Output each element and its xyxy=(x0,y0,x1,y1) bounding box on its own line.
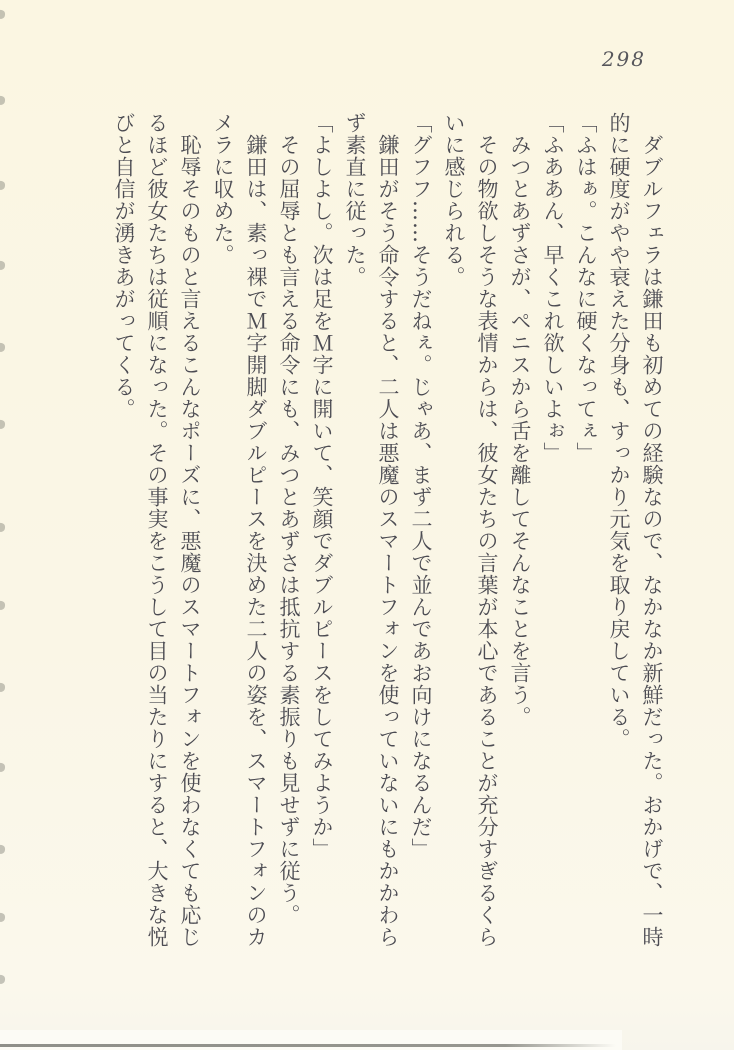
binding-hole-mark xyxy=(0,343,5,353)
binding-hole-mark xyxy=(0,845,5,855)
page-text xyxy=(107,112,668,950)
binding-hole-mark xyxy=(0,96,5,106)
binding-hole-mark xyxy=(0,181,5,191)
paragraph: 「ふはぁ。こんなに硬くなってぇ」 xyxy=(574,112,598,464)
paragraph: その物欲しそうな表情からは、彼女たちの言葉が本心であることが充分すぎるくらいに感じられる。 xyxy=(442,112,499,948)
page-bottom-scan-shade xyxy=(0,1030,622,1050)
binding-hole-mark xyxy=(0,913,5,923)
page-number: 298 xyxy=(601,47,646,71)
paragraph: ダブルフェラは鎌田も初めての経験なので、なかなか新鮮だった。おかげで、一時的に硬度がやや衰えた分身も、すっかり元気を取り戻している。 xyxy=(607,112,664,948)
paragraph: 「グフフ……そうだねぇ。じゃあ、まず二人で並んであお向けになるんだ」 xyxy=(409,112,433,860)
binding-hole-mark xyxy=(0,763,5,773)
paragraph: 鎌田がそう命令すると、二人は悪魔のスマートフォンを使っていないにもかかわらず素直に従った。 xyxy=(343,112,400,948)
paragraph: その屈辱とも言える命令にも、みつとあずさは抵抗する素振りも見せずに従う。 xyxy=(277,134,301,926)
binding-hole-mark xyxy=(0,420,5,430)
paragraph: 恥辱そのものと言えるこんなポーズに、悪魔のスマートフォンを使わなくても応じるほど彼女たちは従順になった。その事実をこうして目の当たりにすると、大きな悦びと自信が湧きあがってくる。 xyxy=(112,112,202,948)
binding-hole-mark xyxy=(0,683,5,693)
paragraph: 「よしよし。次は足をＭ字に開いて、笑顔でダブルピースをしてみようか」 xyxy=(310,112,334,860)
paragraph: 「ふああん、早くこれ欲しいよぉ」 xyxy=(541,112,565,464)
binding-hole-mark xyxy=(0,523,5,533)
paragraph: 鎌田は、素っ裸でＭ字開脚ダブルピースを決めた二人の姿を、スマートフォンのカメラに収めた。 xyxy=(211,112,268,948)
binding-hole-mark xyxy=(0,261,5,271)
binding-hole-mark xyxy=(0,975,5,985)
page-bottom-edge-shadow xyxy=(0,1044,616,1047)
paragraph: みつとあずさが、ペニスから舌を離してそんなことを言う。 xyxy=(508,134,532,728)
binding-hole-mark xyxy=(0,601,5,611)
binding-hole-mark xyxy=(0,10,5,20)
